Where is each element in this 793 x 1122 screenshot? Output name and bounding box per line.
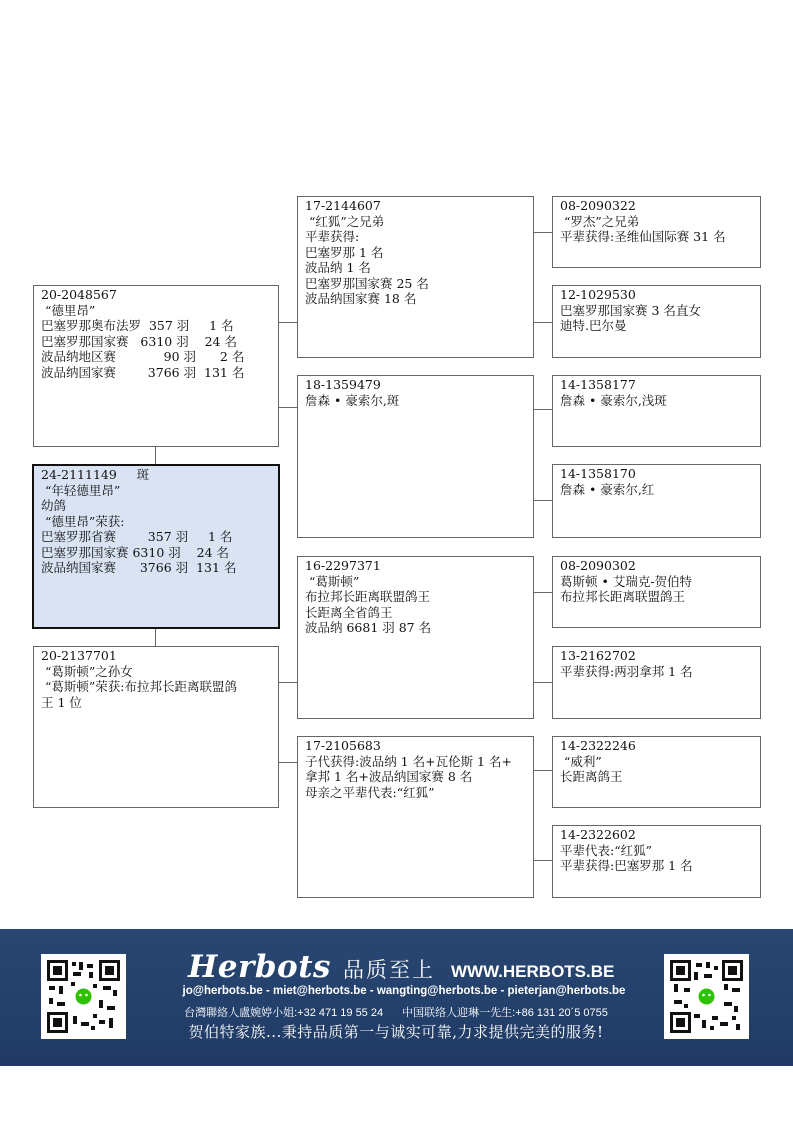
pedigree-text-line: 巴塞罗那 1 名 (305, 244, 384, 260)
connector-line (278, 407, 297, 408)
pedigree-text-line: 巴塞罗那国家赛 6310 羽 24 名 (41, 544, 230, 560)
pedigree-text-line: “红狐”之兄弟 (305, 213, 385, 229)
pedigree-box-ds-sire (552, 556, 761, 628)
contact-china: 中国联络人迎琳一先生:+86 131 20´5 0755 (402, 1007, 608, 1019)
pedigree-text-line: “威利” (560, 753, 602, 769)
footer-banner (0, 929, 793, 1066)
qr-code-right (664, 954, 749, 1039)
brand-slogan: 品质至上 (342, 958, 435, 982)
pedigree-box-dam (33, 646, 279, 808)
qr-code-graphic (670, 960, 743, 1033)
ring-number: 14-2322246 (560, 738, 636, 753)
pedigree-box-dam-sire (297, 556, 534, 719)
pedigree-text-line: 葛斯顿 • 艾瑞克-贺伯特 (560, 573, 693, 589)
connector-line (533, 770, 552, 771)
pedigree-text-line: 王 1 位 (41, 694, 82, 710)
pedigree-box-dam-dam (297, 736, 534, 898)
pedigree-text-line: 波品纳地区赛 90 羽 2 名 (41, 349, 245, 364)
wechat-icon (699, 989, 715, 1005)
connector-line (278, 682, 297, 683)
pedigree-text-line: 波品纳国家赛 18 名 (305, 291, 417, 306)
pedigree-text-line: “德里昂”荣获: (41, 513, 125, 529)
ring-number: 08-2090302 (560, 558, 636, 573)
pedigree-text-line: “葛斯顿” (305, 573, 360, 589)
contact-phones (146, 1004, 646, 1020)
family-motto: 贺伯特家族...秉持品质第一与诚实可靠,力求提供完美的服务! (188, 1023, 604, 1041)
pedigree-text-line: 巴塞罗那国家赛 6310 羽 24 名 (41, 333, 237, 349)
ring-number: 17-2105683 (305, 738, 381, 753)
pedigree-text-line: “德里昂” (41, 302, 96, 318)
pedigree-text-line: 波品纳 6681 羽 87 名 (305, 620, 432, 635)
ring-number: 14-2322602 (560, 827, 636, 842)
pedigree-text-line: 长距离全省鸽王 (305, 604, 393, 620)
pedigree-text-line: 平辈获得:圣维仙国际赛 31 名 (560, 229, 726, 244)
connector-line (533, 682, 552, 683)
pedigree-text-line: 詹森 • 豪索尔,浅斑 (560, 392, 667, 408)
pedigree-text-line: 巴塞罗那奥布法罗 357 羽 1 名 (41, 318, 234, 333)
pedigree-text-line: 幼鸽 (41, 498, 67, 513)
pedigree-text-line: 詹森 • 豪索尔,红 (560, 481, 655, 497)
pedigree-text-line: 布拉邦长距离联盟鸽王 (560, 589, 686, 604)
ring-number: 17-2144607 (305, 198, 381, 213)
pedigree-text-line: 波品纳国家赛 3766 羽 131 名 (41, 364, 245, 380)
pedigree-box-dd-dam (552, 825, 761, 898)
ring-number: 08-2090322 (560, 198, 636, 213)
pedigree-text-line: 长距离鸽王 (560, 769, 623, 784)
connector-line (533, 860, 552, 861)
pedigree-box-sire (33, 285, 279, 447)
connector-line (155, 628, 156, 647)
ring-number: 13-2162702 (560, 648, 636, 663)
connector-line (278, 762, 297, 763)
pedigree-text-line: 平辈获得: (305, 229, 360, 244)
pedigree-box-ds-dam (552, 646, 761, 719)
herbots-logo: Herbots (188, 949, 331, 985)
pedigree-text-line: “葛斯顿”之孙女 (41, 663, 133, 679)
pedigree-text-line: 波品纳 1 名 (305, 260, 371, 275)
pedigree-text-line: 巴塞罗那国家赛 3 名直女 (560, 302, 701, 318)
pedigree-box-sire-sire (297, 196, 534, 358)
contact-taiwan: 台灣聯絡人盧婉婷小姐:+32 471 19 55 24 (184, 1007, 384, 1019)
pedigree-text-line: 巴塞罗那国家赛 25 名 (305, 275, 429, 291)
website-link[interactable]: WWW.HERBOTS.BE (450, 962, 615, 981)
connector-line (533, 592, 552, 593)
ring-number: 14-1358177 (560, 377, 636, 392)
ring-number: 16-2297371 (305, 558, 381, 573)
pedigree-box-dd-sire (552, 736, 761, 808)
contact-emails[interactable]: jo@herbots.be - miet@herbots.be - wangting@herbots.be - pieterjan@herbots.be (182, 985, 626, 997)
pedigree-text-line: “葛斯顿”荣获:布拉邦长距离联盟鸽 (41, 679, 237, 694)
pedigree-text-line: 巴塞罗那省赛 357 羽 1 名 (41, 529, 233, 544)
pedigree-text-line: 母亲之平辈代表:“红狐” (305, 784, 435, 800)
pedigree-box-subject (32, 464, 280, 629)
ring-number: 14-1358170 (560, 466, 636, 481)
pedigree-box-ss-sire (552, 196, 761, 268)
pedigree-box-sd-dam (552, 464, 761, 538)
ring-number: 20-2137701 (41, 648, 117, 663)
pedigree-box-sire-dam (297, 375, 534, 538)
qr-code-graphic (47, 960, 120, 1033)
connector-line (278, 322, 297, 323)
pedigree-text-line: 布拉邦长距离联盟鸽王 (305, 589, 431, 604)
pedigree-text-line: 詹森 • 豪索尔,斑 (305, 392, 400, 408)
ring-number: 18-1359479 (305, 377, 381, 392)
ring-number: 12-1029530 (560, 287, 636, 302)
pedigree-text-line: “年轻德里昂” (41, 482, 121, 498)
connector-line (155, 446, 156, 465)
pedigree-text-line: “罗杰”之兄弟 (560, 213, 640, 229)
pedigree-text-line: 拿邦 1 名+波品纳国家赛 8 名 (305, 769, 473, 784)
ring-number: 24-2111149 斑 (41, 467, 150, 482)
pedigree-box-ss-dam (552, 285, 761, 358)
ring-number: 20-2048567 (41, 287, 117, 302)
wechat-icon (76, 989, 92, 1005)
pedigree-text-line: 平辈代表:“红狐” (560, 842, 652, 858)
brand-header (188, 949, 614, 985)
connector-line (533, 232, 552, 233)
pedigree-box-sd-sire (552, 375, 761, 447)
connector-line (533, 322, 552, 323)
pedigree-text-line: 平辈获得:两羽拿邦 1 名 (560, 663, 693, 679)
pedigree-text-line: 子代获得:波品纳 1 名+瓦伦斯 1 名+ (305, 753, 512, 769)
pedigree-text-line: 波品纳国家赛 3766 羽 131 名 (41, 560, 237, 575)
connector-line (533, 500, 552, 501)
pedigree-text-line: 迪特.巴尔曼 (560, 318, 627, 333)
pedigree-text-line: 平辈获得:巴塞罗那 1 名 (560, 858, 693, 873)
qr-code-left (41, 954, 126, 1039)
connector-line (533, 409, 552, 410)
